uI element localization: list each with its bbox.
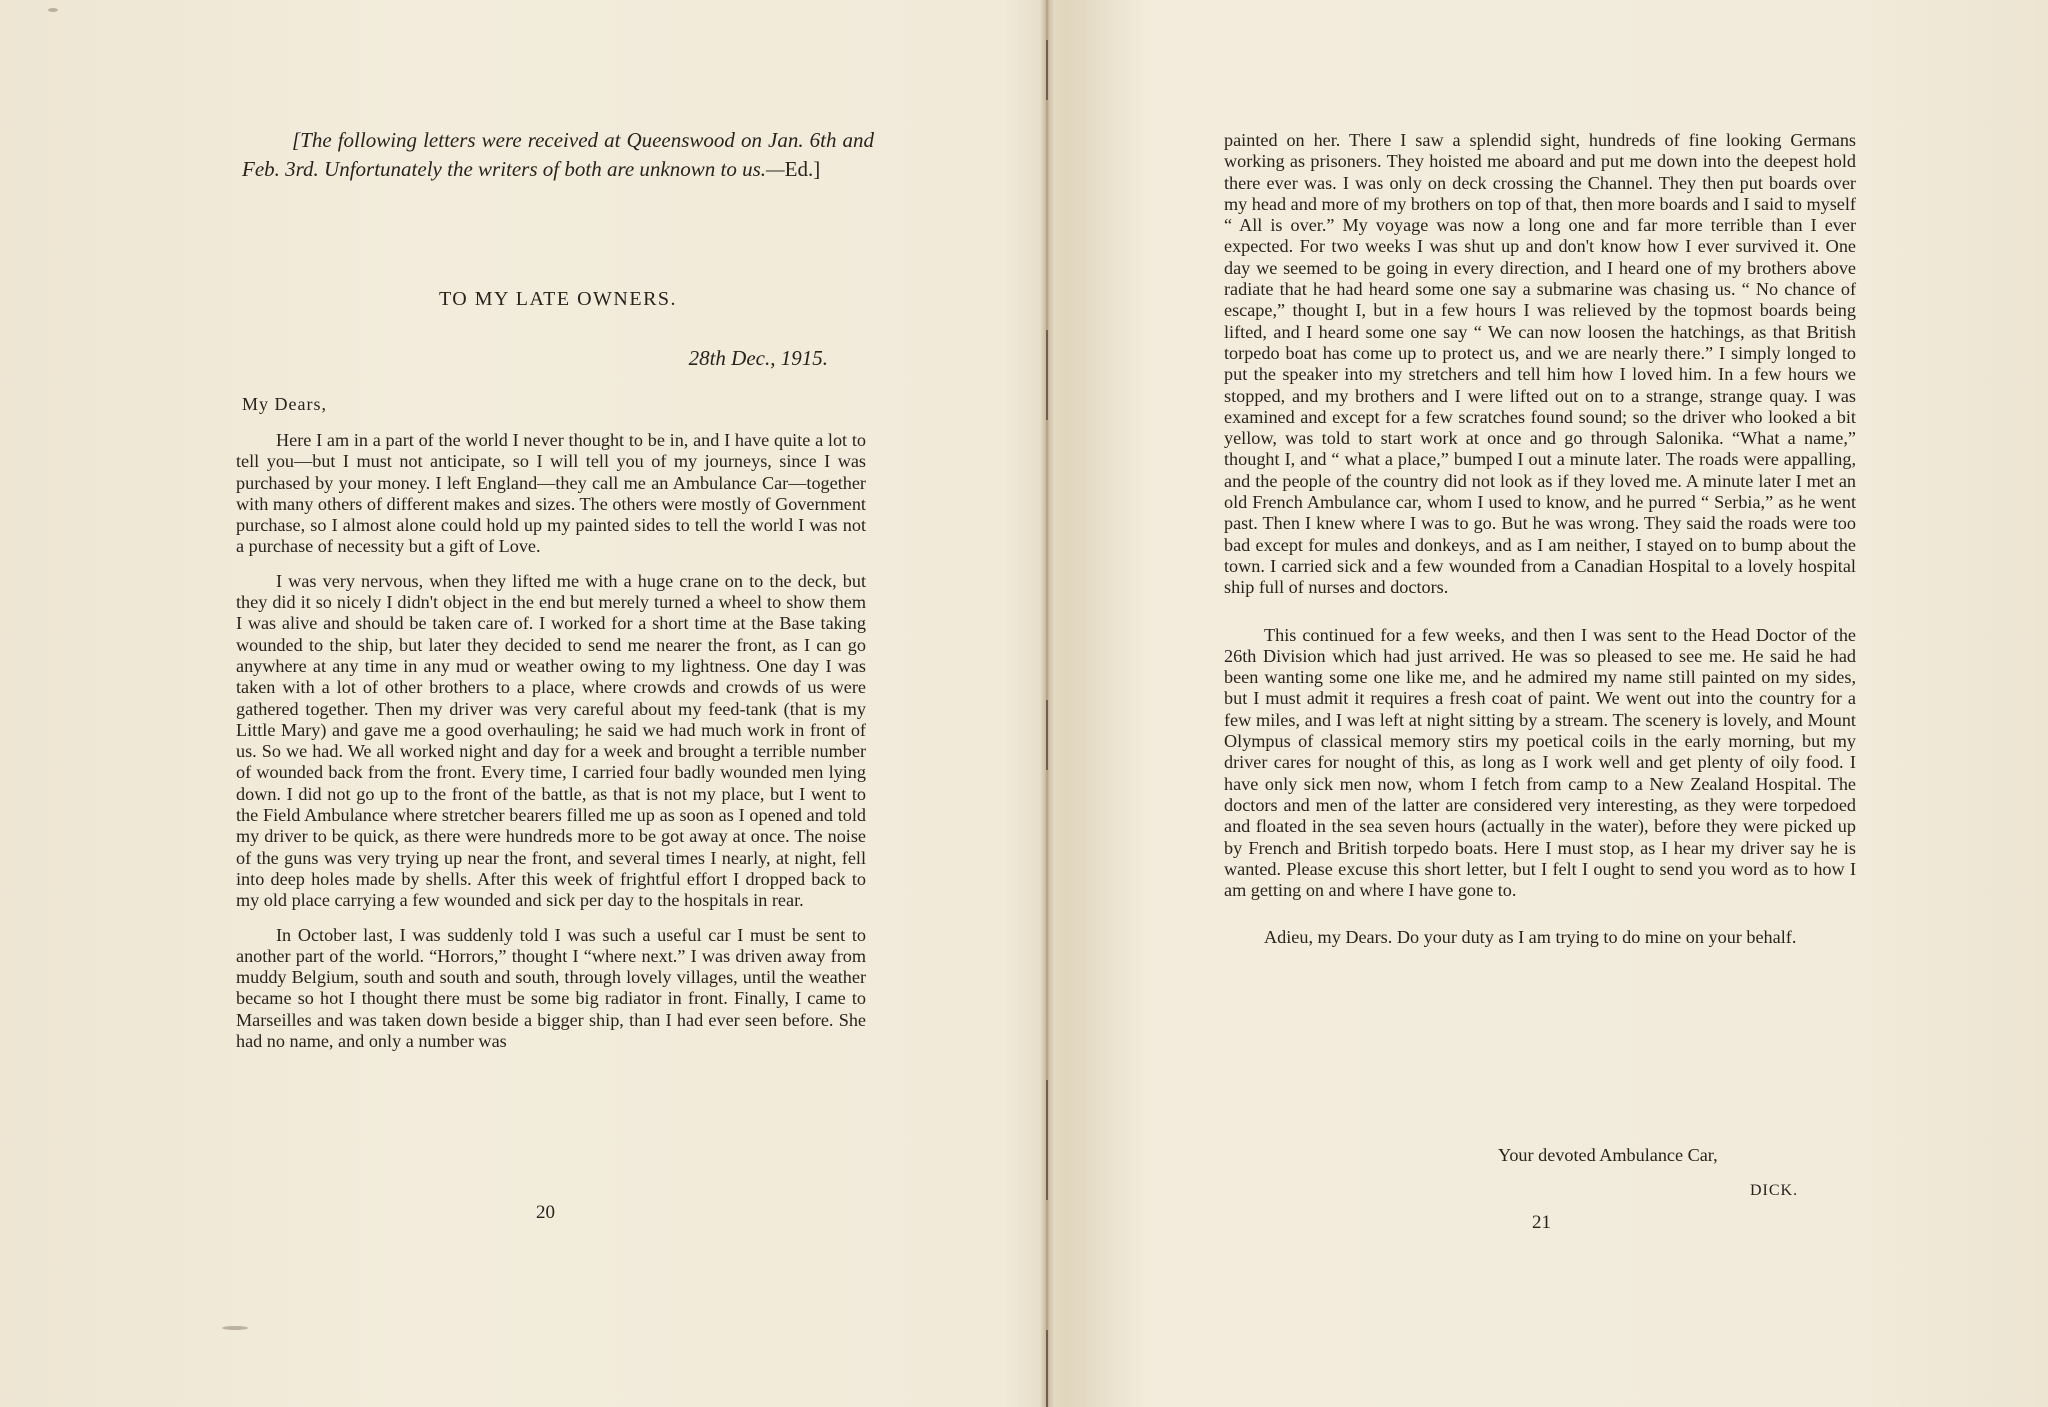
paragraph: In October last, I was suddenly told I was such a useful car I must be sent to another part of the world. “Horrors,” thought I “where next.” I was driven away from muddy Belgium, south and south and south, through lovely villages, until the weather became so hot I thought there must be some big radiator in front. Finally, I came to Marseilles and was taken down beside a bigger ship, than I had ever seen before. She had no name, and only a number was [236,924,866,1052]
binding-stitch [1046,1330,1048,1407]
editor-note-signature: Ed.] [784,157,821,181]
binding-stitch [1046,40,1048,100]
paragraph: Adieu, my Dears. Do your duty as I am trying to do mine on your behalf. [1264,927,1797,948]
salutation: My Dears, [242,394,327,414]
letter-date: 28th Dec., 1915. [688,346,828,370]
closing-line: Your devoted Ambulance Car, [1498,1145,1718,1165]
paragraph: Here I am in a part of the world I never thought to be in, and I have quite a lot to tell you—but I must not anticipate, so I will tell you of my journeys, since I was purchased by your money. I left England—they call me an Ambulance Car—together with many others of different makes and sizes. The others were mostly of Government purchase, so I almost alone could hold up my painted sides to tell the world I was not a purchase of necessity but a gift of Love. [236,430,866,557]
binding-stitch [1046,330,1048,420]
paragraph: painted on her. There I saw a splendid sight, hundreds of fine looking Germans working as prisoners. They hoisted me aboard and put me down into the deepest hold there ever was. I was only on deck crossing the Channel. They then put boards over my head and more of my brothers on top of that, then more boards and I said to myself “ All is over.” My voyage was now a long one and far more terrible than I ever expected. For two weeks I was shut up and don't know how I ever survived it. One day we seemed to be going in every direction, and I heard one of my brothers above radiate that he had heard some one say a submarine was chasing us. “ No chance of escape,” thought I, but in a few hours I was relieved by the topmost boards being lifted, and I heard some one say “ We can now loosen the hatchings, as that British torpedo boat has come up to protect us, and we are nearly there.” I simply longed to put the speaker into my stretchers and tell him how I loved him. In a few hours we stopped, and my brothers and I were lifted out on to a strange, strange quay. I was examined and except for a few scratches found sound; so the driver who looked a bit yellow, was told to start work at once and go through Salonika. “What a name,” thought I, and “ what a place,” bumped I out a minute later. The roads were appalling, and the people of the country did not look as if they loved me. A minute later I met an old French Ambulance car, whom I used to know, and he purred “ Serbia,” as he went past. Then I knew where I was to go. But he was wrong. They said the roads were too bad except for mules and donkeys, and as I am neither, I stayed on to bump about the town. I carried sick and a few wounded from a Canadian Hospital to a lovely hospital ship full of nurses and doctors. [1224,130,1856,598]
binding-stitch [1046,700,1048,770]
page-number-left: 20 [536,1202,555,1223]
page-number-right: 21 [1532,1212,1551,1233]
paragraph: I was very nervous, when they lifted me with a huge crane on to the deck, but they did it so nicely I didn't object in the end but merely turned a wheel to show them I was alive and should be taken care of. I worked for a short time at the Base taking wounded to the ship, but later they decided to send me nearer the front, as I can go anywhere at any time in any mud or weather owing to my lightness. One day I was taken with a lot of other brothers to a place, where crowds and crowds of us were gathered together. Then my driver was very careful about my feed-tank (that is my Little Mary) and gave me a good overhauling; he said we had much work in front of us. So we had. We all worked night and day for a week and brought a terrible number of wounded back from the front. Every time, I carried four badly wounded men lying down. I did not go up to the front of the battle, as that is not my place, but I went to the Field Ambulance where stretcher bearers filled me up as soon as I opened and told my driver to be quick, as there were hundreds more to be got away at once. The noise of the guns was very trying up near the front, and several times I nearly, at night, fell into deep holes made by shells. After this week of frightful effort I dropped back to my old place carrying a few wounded and sick per day to the hospitals in rear. [236,570,866,911]
binding-stitch [1046,1080,1048,1200]
signature: DICK. [1750,1182,1799,1199]
right-body-text [1224,130,1856,962]
letter-title: TO MY LATE OWNERS. [438,288,678,310]
editor-note-text: [The following letters were received at Queenswood on Jan. 6th and Feb. 3rd. Unfortunately the writers of both are unknown to us.— [242,128,874,181]
paragraph: This continued for a few weeks, and then I was sent to the Head Doctor of the 26th Division which had just arrived. He was so pleased to see me. He said he had been wanting some one like me, and he admired my name still painted on my sides, but I must admit it requires a fresh coat of paint. We went out into the country for a few miles, and I was left at night sitting by a stream. The scenery is lovely, and Mount Olympus of classical memory stirs my poetical coils in the early morning, but my driver cares for nought of this, as long as I work well and get plenty of oily food. I have only sick men now, whom I fetch from camp to a New Zealand Hospital. The doctors and men of the latter are considered very interesting, as they were torpedoed and floated in the sea seven hours (actually in the water), before they were picked up by French and British torpedo boats. Here I must stop, as I hear my driver say he is wanted. Please excuse this short letter, but I felt I ought to send you word as to how I am getting on and where I have gone to. [1224,624,1856,901]
editor-note [242,126,874,184]
left-body-text [236,430,866,1065]
